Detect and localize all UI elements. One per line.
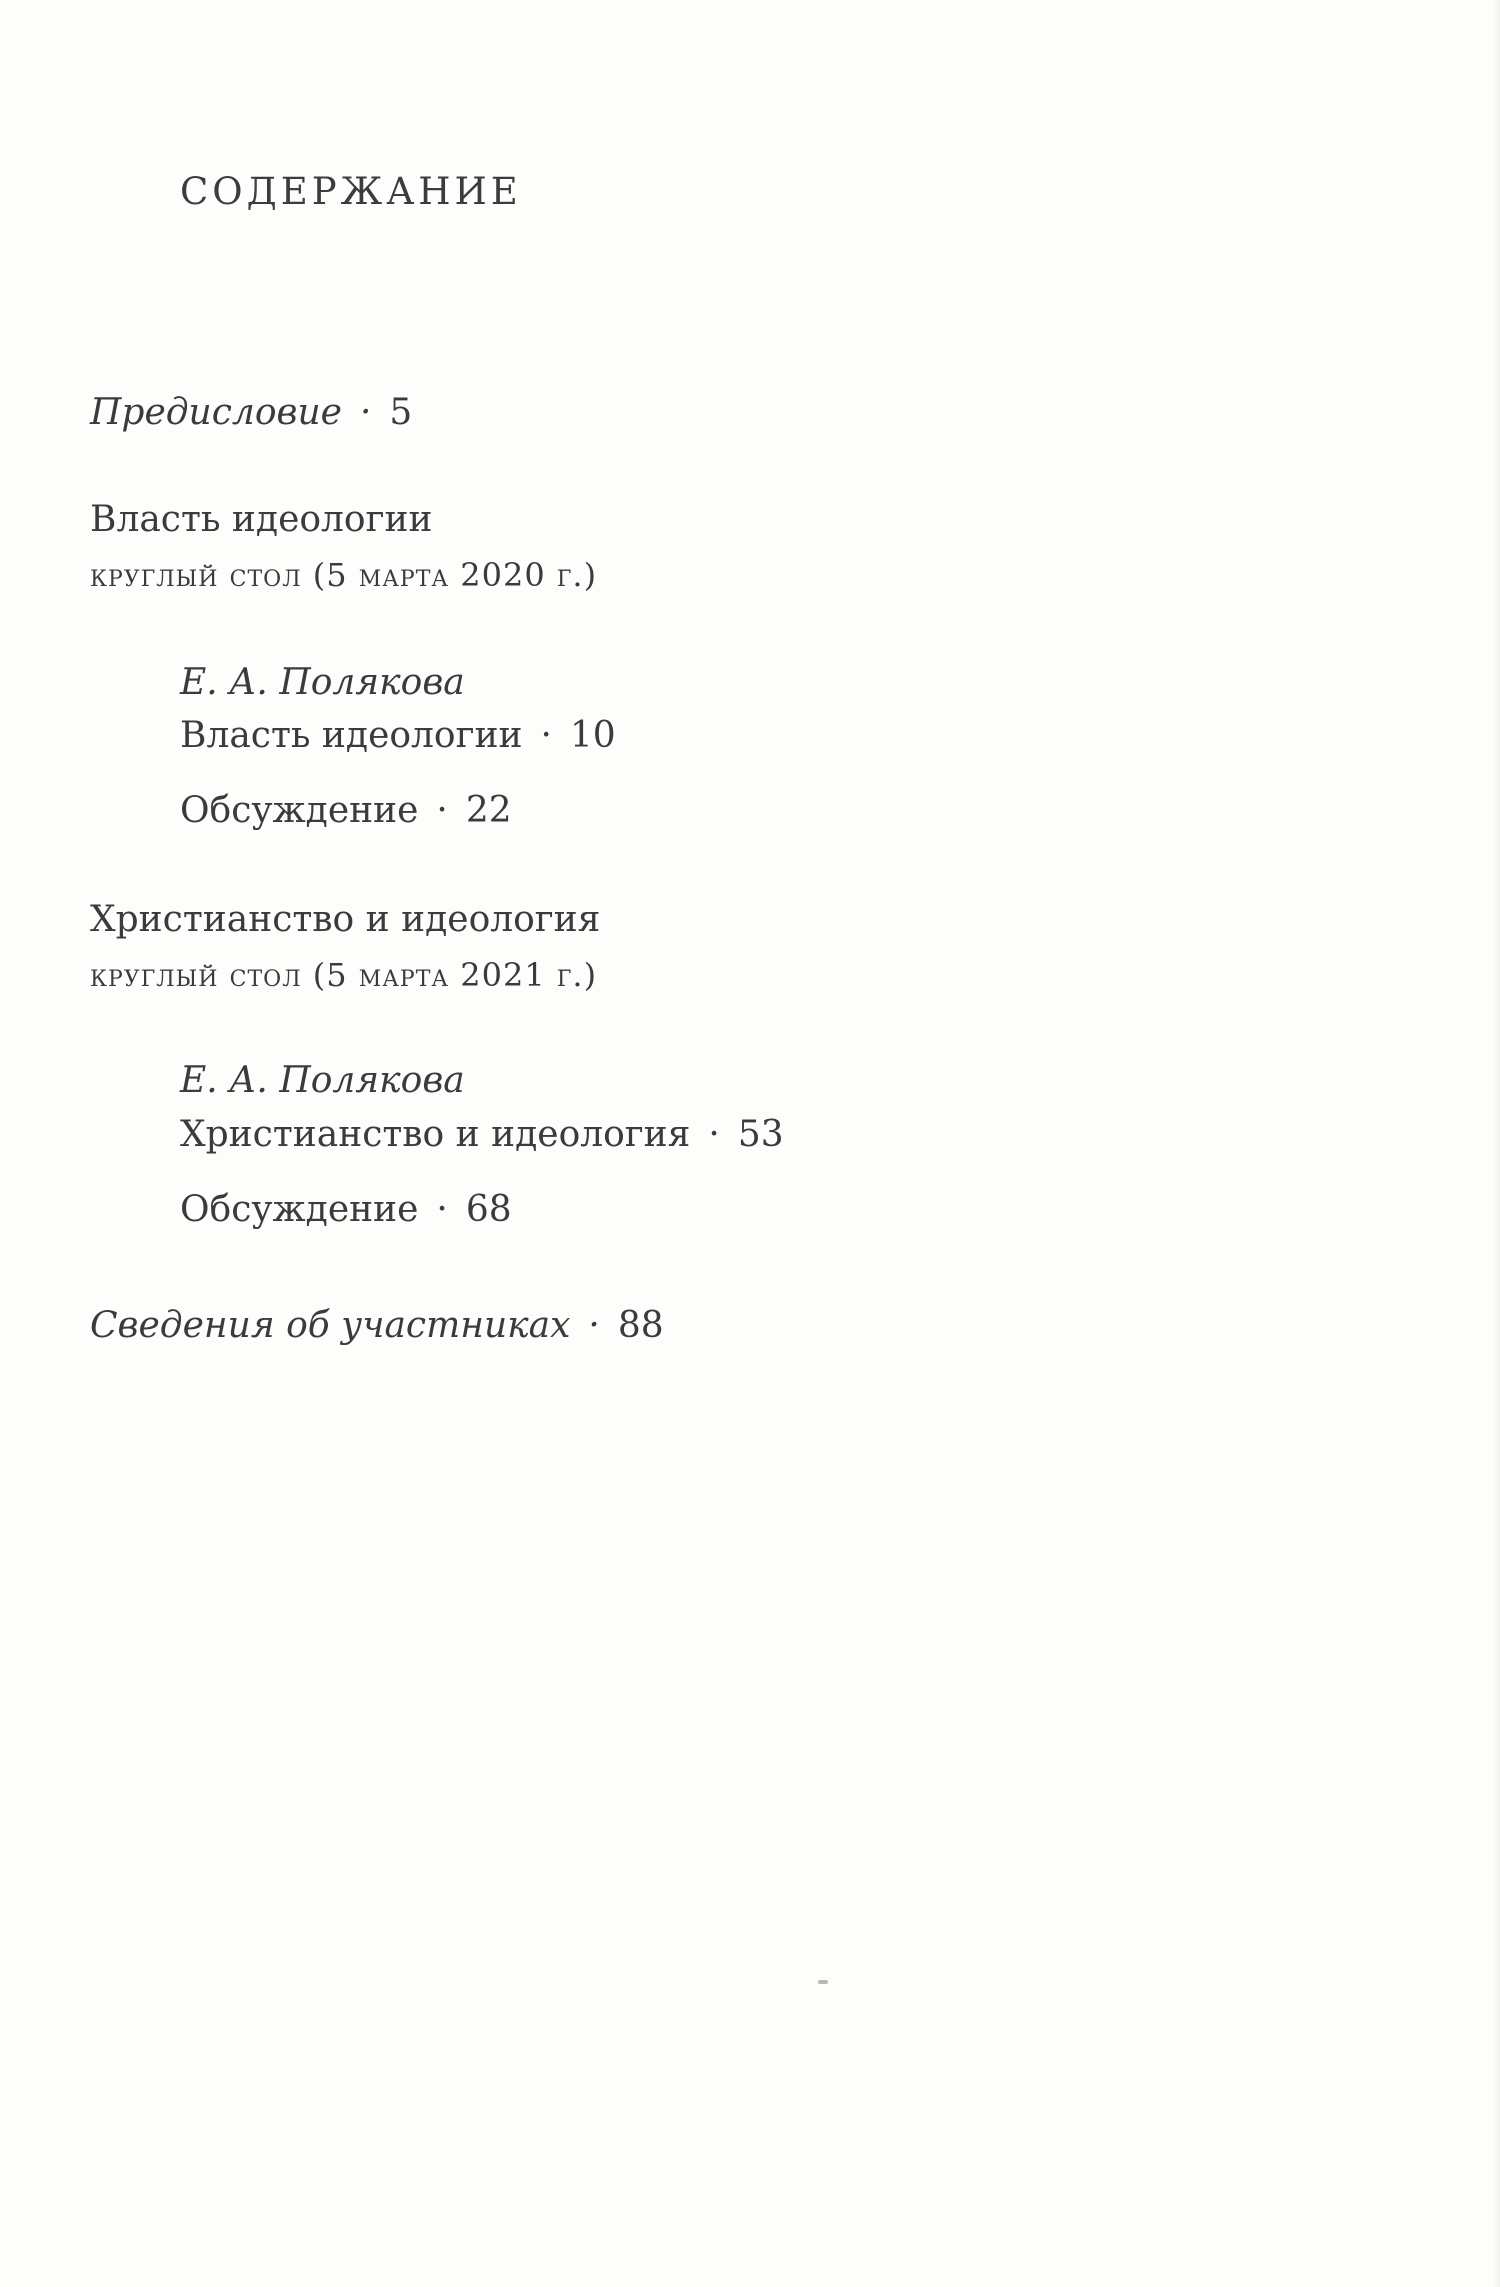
toc-entry-label: Христианство и идеология [180, 1114, 691, 1155]
toc-entry-participants[interactable] [90, 1305, 664, 1346]
section-title-1: Власть идеологии [90, 499, 433, 540]
separator-dot: · [708, 1114, 720, 1155]
toc-entry-label: Сведения об участниках [90, 1305, 571, 1346]
separator-dot: · [359, 392, 372, 433]
toc-entry-label: Обсуждение [180, 790, 419, 831]
toc-entry-page: 5 [389, 392, 413, 433]
section-title-2: Христианство и идеология [90, 899, 601, 940]
toc-entry-page: 88 [617, 1305, 664, 1346]
toc-entry-page: 53 [737, 1114, 784, 1155]
separator-dot: · [436, 1189, 448, 1230]
section-author-1: Е. А. Полякова [180, 662, 465, 703]
toc-entry-page: 22 [465, 790, 512, 831]
paper-speck [818, 1980, 828, 1984]
toc-entry-label: Обсуждение [180, 1189, 419, 1230]
toc-entry-page: 68 [465, 1189, 512, 1230]
toc-entry-page: 10 [569, 715, 616, 756]
page-title: СОДЕРЖАНИЕ [180, 170, 522, 213]
toc-entry-preface[interactable] [90, 392, 413, 433]
toc-entry-label: Предисловие [90, 392, 342, 433]
separator-dot: · [436, 790, 448, 831]
toc-entry-label: Власть идеологии [180, 715, 523, 756]
toc-entry-section2-article[interactable] [180, 1114, 784, 1155]
separator-dot: · [540, 715, 552, 756]
section-author-2: Е. А. Полякова [180, 1060, 465, 1101]
page-edge-shadow [1494, 0, 1500, 2287]
section-subtitle-1: круглый стол (5 марта 2020 г.) [90, 556, 598, 594]
toc-entry-section1-article[interactable] [180, 715, 616, 756]
toc-entry-section1-discussion[interactable] [180, 790, 512, 831]
toc-entry-section2-discussion[interactable] [180, 1189, 512, 1230]
section-subtitle-2: круглый стол (5 марта 2021 г.) [90, 956, 598, 994]
separator-dot: · [588, 1305, 600, 1346]
